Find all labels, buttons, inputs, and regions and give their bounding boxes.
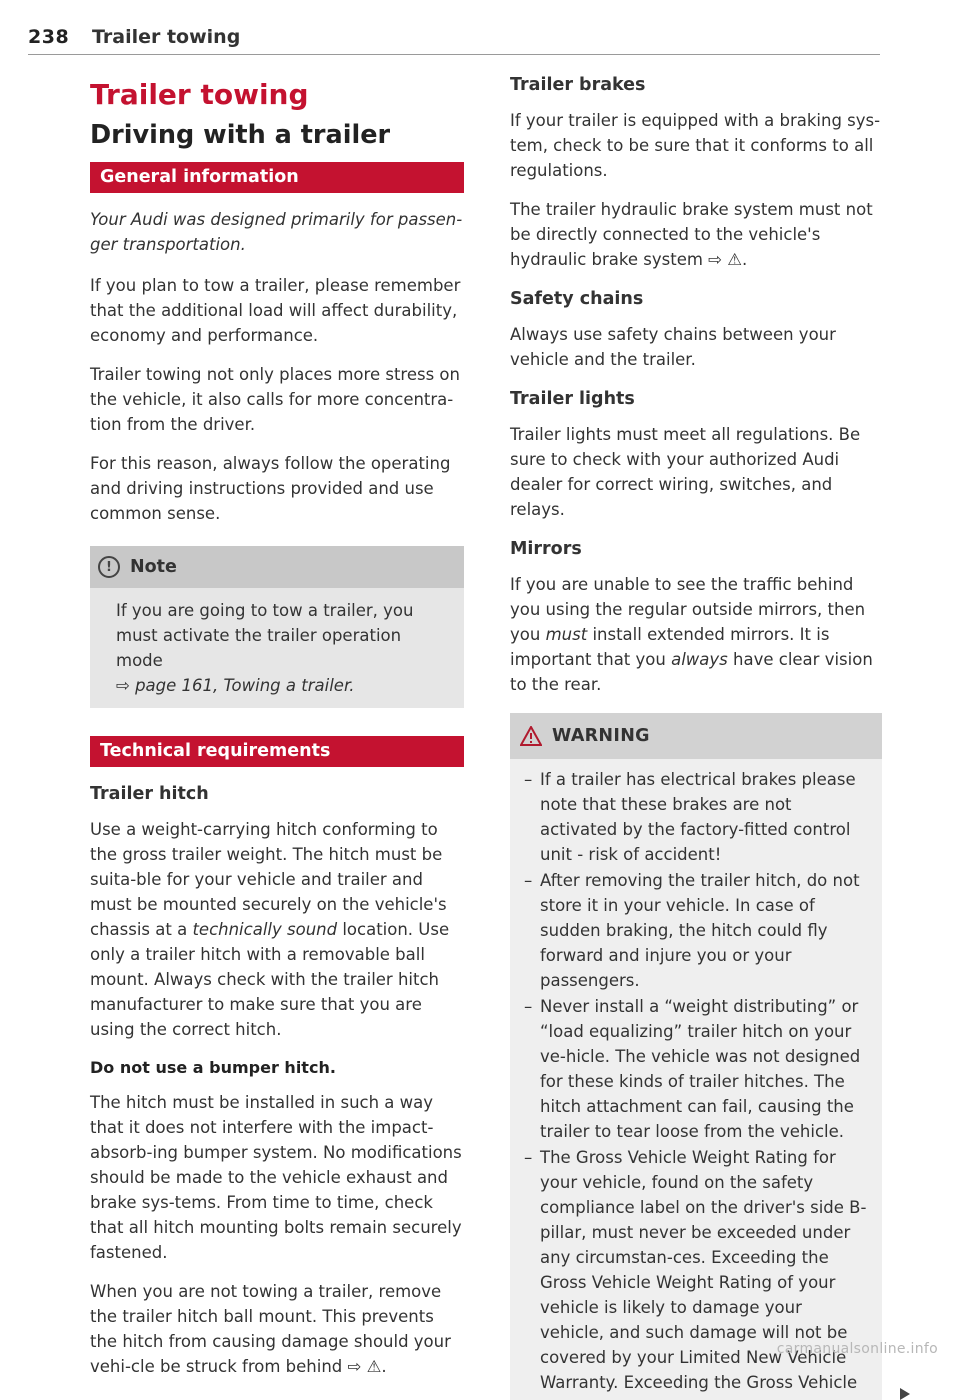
paragraph: For this reason, always follow the operating and driving instructions provided and use common sense. <box>90 454 451 523</box>
continue-arrow-icon <box>900 1388 910 1400</box>
note-label: Note <box>130 557 177 577</box>
warning-item: – The Gross Vehicle Weight Rating for your vehicle, found on the safety compliance label on the driver's side B-pillar, must never be exceeded under any circumstan-ces. Exceeding the Gross Vehicle Weight Rating of your vehicle is likely to damage your vehicle, and such damage will not be covered by your Limited New Vehicle Warranty. Exceeding the Gross Vehicle <box>524 1145 868 1395</box>
warning-header <box>510 713 882 759</box>
section-title: Driving with a trailer <box>90 120 391 150</box>
text-run: If you are unable to see the traffic behind you using the regular outside mirrors, then you <box>510 575 866 644</box>
trailer-lights-heading: Trailer lights <box>510 389 635 409</box>
section-bar-general: General information <box>90 162 464 193</box>
right-column <box>510 72 882 1400</box>
note-box <box>90 546 464 708</box>
bumper-hitch-text: The hitch must be installed in such a way that it does not interfere with the impact-absorb-ing bumper system. No modifications should be made to the vehicle exhaust and brake sys-tems. From time to time, check that all hitch mounting bolts remain securely fastened. <box>90 1093 462 1262</box>
warning-list <box>510 759 882 1400</box>
text-run: location. Use only a trailer hitch with a removable ball mount. Always check with the trailer hitch manufacturer to make sure that you are using the correct hitch. <box>90 920 450 1039</box>
page-number: 238 <box>28 26 70 48</box>
paragraph: If your trailer is equipped with a braking sys-tem, check to be sure that it conforms to all regulations. <box>510 111 881 180</box>
note-body <box>90 588 464 708</box>
emphasis-text: must <box>545 625 588 644</box>
left-column <box>90 72 464 1379</box>
paragraph: Trailer towing not only places more stress on the vehicle, it also calls for more concentra-tion from the driver. <box>90 365 460 434</box>
note-page-reference[interactable]: ⇨ page 161, Towing a trailer. <box>116 676 355 695</box>
trailer-hitch-text <box>90 817 464 1042</box>
text-run: have clear vision to the rear. <box>510 650 873 694</box>
remove-hitch-text: When you are not towing a trailer, remove the trailer hitch ball mount. This prevents the hitch from causing damage should your vehi-cle be struck from behind ⇨ ⚠. <box>90 1282 451 1376</box>
note-text: If you are going to tow a trailer, you must activate the trailer operation mode <box>116 601 414 670</box>
warning-triangle-icon <box>520 726 542 746</box>
paragraph: If you plan to tow a trailer, please remember that the additional load will affect durability, economy and performance. <box>90 276 461 345</box>
intro-text: Your Audi was designed primarily for passen-ger transportation. <box>90 210 463 254</box>
section-bar-technical: Technical requirements <box>90 736 464 767</box>
header-title: Trailer towing <box>92 26 241 48</box>
emphasis-text: always <box>671 650 728 669</box>
bumper-hitch-heading: Do not use a bumper hitch. <box>90 1058 336 1077</box>
info-icon: ! <box>98 556 120 578</box>
emphasis-text: technically sound <box>192 920 338 939</box>
mirrors-heading: Mirrors <box>510 539 582 559</box>
warning-item: – If a trailer has electrical brakes please note that these brakes are not activated by the factory-fitted control unit - risk of accident! <box>524 767 868 867</box>
text-run: Use a weight-carrying hitch conforming to the gross trailer weight. The hitch must be suita-ble for your vehicle and trailer and must be mounted securely on the vehicle's chassis at a <box>90 820 447 939</box>
safety-chains-heading: Safety chains <box>510 289 644 309</box>
trailer-brakes-heading: Trailer brakes <box>510 75 646 95</box>
trailer-hitch-heading: Trailer hitch <box>90 784 209 804</box>
chapter-title: Trailer towing <box>90 78 309 111</box>
mirrors-text <box>510 572 882 697</box>
warning-item: – After removing the trailer hitch, do not store it in your vehicle. In case of sudden braking, the hitch could fly forward and injure you or your passengers. <box>524 868 868 993</box>
page-header <box>28 22 880 55</box>
paragraph: The trailer hydraulic brake system must not be directly connected to the vehicle's hydraulic brake system ⇨ ⚠. <box>510 200 873 269</box>
note-header <box>90 546 464 588</box>
paragraph: Trailer lights must meet all regulations. Be sure to check with your authorized Audi dealer for correct wiring, switches, and relays. <box>510 425 861 519</box>
warning-item: – Never install a “weight distributing” or “load equalizing” trailer hitch on your ve-hicle. The vehicle was not designed for these kinds of trailer hitches. The hitch attachment can fail, causing the trailer to tear loose from the vehicle. <box>524 994 868 1144</box>
text-run: install extended mirrors. It is important that you <box>510 625 830 669</box>
warning-label: WARNING <box>552 726 650 746</box>
warning-box <box>510 713 882 1400</box>
paragraph: Always use safety chains between your vehicle and the trailer. <box>510 325 836 369</box>
watermark: carmanualsonline.info <box>776 1341 938 1357</box>
